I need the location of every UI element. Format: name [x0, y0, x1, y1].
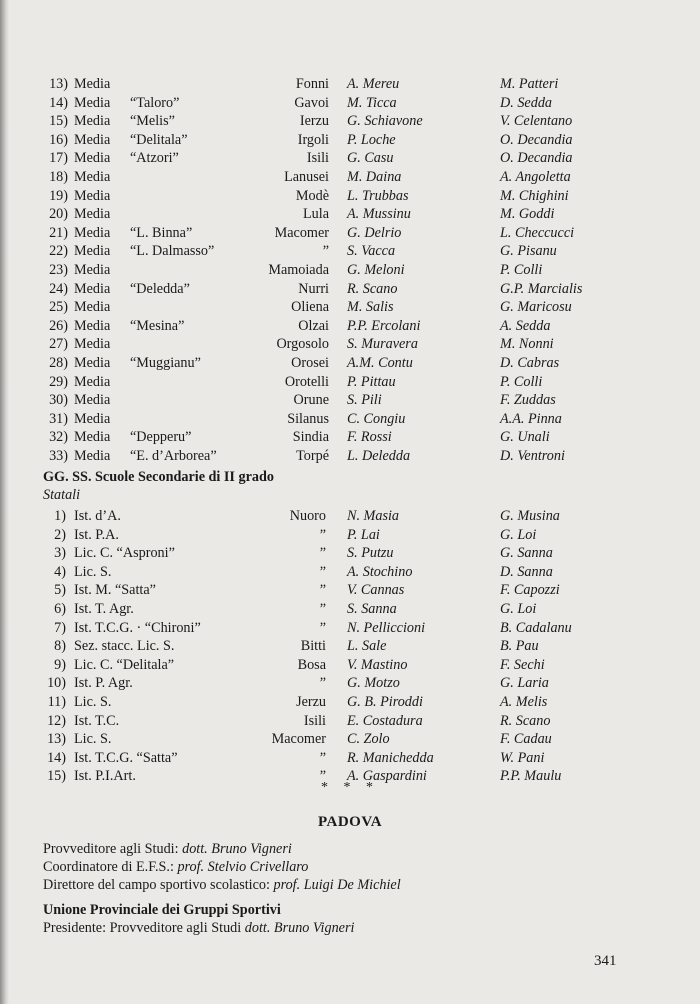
- official-person: prof. Luigi De Michiel: [273, 877, 401, 893]
- president-line: [43, 919, 354, 937]
- president-name: G. Unali: [500, 429, 550, 446]
- row-number: 8): [54, 638, 66, 655]
- row-number: 21): [49, 224, 68, 241]
- row-number: 20): [49, 206, 68, 223]
- media-school-row: [0, 205, 700, 223]
- secondary-school-row: [0, 563, 700, 581]
- secondary-school-row: [0, 693, 700, 711]
- media-school-row: [0, 447, 700, 465]
- town: ”: [319, 749, 326, 766]
- secondary-school-row: [0, 749, 700, 767]
- official-role: Coordinatore di E.F.S.:: [43, 859, 178, 875]
- president-name: G. Laria: [500, 675, 549, 692]
- president-name: P.P. Maulu: [500, 768, 562, 785]
- president-name: M. Nonni: [500, 336, 554, 353]
- official-line: [43, 840, 292, 858]
- town: Isili: [303, 712, 326, 729]
- teacher-name: S. Sanna: [347, 601, 397, 617]
- teacher-name: S. Vacca: [347, 243, 396, 260]
- school-name: Lic. C. “Delitala”: [74, 656, 175, 673]
- row-number: 18): [49, 169, 68, 185]
- school-name: Ist. P. Agr.: [74, 675, 133, 692]
- town: Jerzu: [296, 694, 326, 710]
- secondary-school-row: [0, 656, 700, 674]
- row-number: 5): [54, 582, 66, 599]
- president-name: A.A. Pinna: [500, 410, 562, 427]
- president-name: G. Maricosu: [500, 299, 572, 316]
- town: Mamoiada: [268, 262, 329, 278]
- town: ”: [319, 582, 326, 599]
- school-type: Media: [74, 317, 111, 334]
- teacher-name: G. B. Piroddi: [347, 694, 423, 710]
- row-number: 29): [49, 373, 68, 390]
- school-name: “E. d’Arborea”: [130, 448, 217, 464]
- media-school-row: [0, 149, 700, 167]
- teacher-name: G. Schiavone: [347, 113, 423, 130]
- official-person: prof. Stelvio Crivellaro: [177, 859, 309, 875]
- official-line: [43, 858, 308, 876]
- media-school-row: [0, 261, 700, 279]
- row-number: 2): [54, 526, 66, 543]
- teacher-name: M. Salis: [347, 299, 394, 316]
- president-name: P. Colli: [500, 373, 543, 390]
- school-name: Lic. C. “Asproni”: [74, 545, 175, 562]
- school-type: Media: [74, 187, 111, 204]
- row-number: 15): [49, 113, 68, 130]
- town: ”: [319, 768, 326, 785]
- school-type: Media: [74, 206, 111, 223]
- president-name: A. Sedda: [500, 317, 551, 334]
- president-name: A. Angoletta: [500, 169, 571, 185]
- teacher-name: G. Meloni: [347, 262, 405, 278]
- media-school-row: [0, 428, 700, 446]
- school-type: Media: [74, 262, 111, 278]
- president-name: B. Cadalanu: [500, 619, 572, 636]
- teacher-name: V. Cannas: [347, 582, 405, 599]
- row-number: 27): [49, 336, 68, 353]
- row-number: 9): [54, 656, 66, 673]
- official-line: [43, 876, 401, 894]
- school-name: “L. Binna”: [130, 224, 193, 241]
- teacher-name: E. Costadura: [347, 712, 423, 729]
- school-type: Media: [74, 392, 111, 409]
- secondary-school-row: [0, 637, 700, 655]
- school-type: Media: [74, 150, 111, 167]
- town: Oliena: [291, 299, 329, 316]
- teacher-name: N. Pelliccioni: [347, 619, 426, 636]
- teacher-name: M. Daina: [347, 169, 402, 185]
- president-name: F. Capozzi: [500, 582, 560, 599]
- row-number: 19): [49, 187, 68, 204]
- town: Orgosolo: [276, 336, 329, 353]
- teacher-name: S. Muravera: [347, 336, 418, 353]
- town: Torpé: [296, 448, 329, 464]
- town: Silanus: [287, 410, 329, 427]
- president-name: O. Decandia: [500, 150, 573, 167]
- teacher-name: A. Gaspardini: [347, 768, 427, 785]
- row-number: 16): [49, 131, 68, 148]
- town: Modè: [295, 187, 329, 204]
- president-name: G.P. Marcialis: [500, 280, 583, 297]
- school-type: Media: [74, 448, 111, 464]
- teacher-name: A.M. Contu: [347, 355, 413, 371]
- media-school-row: [0, 94, 700, 112]
- row-number: 7): [54, 619, 66, 636]
- teacher-name: S. Putzu: [347, 545, 394, 562]
- president-name: M. Chighini: [500, 187, 569, 204]
- row-number: 13): [47, 731, 66, 748]
- media-school-row: [0, 224, 700, 242]
- media-school-row: [0, 373, 700, 391]
- teacher-name: G. Motzo: [347, 675, 400, 692]
- secondary-school-row: [0, 730, 700, 748]
- president-name: W. Pani: [500, 749, 545, 766]
- school-name: Ist. T.C.G. · “Chironi”: [74, 619, 201, 636]
- teacher-name: C. Zolo: [347, 731, 390, 748]
- row-number: 13): [49, 76, 68, 92]
- town: Bosa: [297, 656, 326, 673]
- town: Macomer: [271, 731, 326, 748]
- row-number: 12): [47, 712, 66, 729]
- school-type: Media: [74, 429, 111, 446]
- president-role: Presidente: Provveditore agli Studi: [43, 920, 245, 936]
- president-name: D. Sanna: [500, 563, 553, 580]
- president-name: D. Sedda: [500, 94, 553, 111]
- president-name: D. Ventroni: [500, 448, 565, 464]
- school-type: Media: [74, 94, 111, 111]
- teacher-name: V. Mastino: [347, 656, 408, 673]
- town: Macomer: [274, 224, 329, 241]
- town: ”: [319, 526, 326, 543]
- school-name: “L. Dalmasso”: [130, 243, 215, 260]
- secondary-school-row: [0, 544, 700, 562]
- school-name: Lic. S.: [74, 731, 112, 748]
- president-name: O. Decandia: [500, 131, 573, 148]
- row-number: 22): [49, 243, 68, 260]
- president-person: dott. Bruno Vigneri: [244, 920, 355, 936]
- town: Orosei: [291, 355, 329, 371]
- row-number: 3): [54, 545, 66, 562]
- secondary-school-row: [0, 619, 700, 637]
- media-school-row: [0, 391, 700, 409]
- school-type: Media: [74, 373, 111, 390]
- town: Lula: [303, 206, 329, 223]
- president-name: D. Cabras: [500, 355, 560, 371]
- town: Olzai: [298, 317, 329, 334]
- row-number: 31): [49, 410, 68, 427]
- president-name: L. Checcucci: [500, 224, 575, 241]
- row-number: 23): [49, 262, 68, 278]
- media-school-row: [0, 131, 700, 149]
- school-name: Lic. S.: [74, 563, 112, 580]
- page-number: 341: [594, 953, 617, 969]
- teacher-name: G. Delrio: [347, 224, 402, 241]
- school-type: Media: [74, 410, 111, 427]
- school-name: “Muggianu”: [130, 355, 201, 371]
- town: Irgoli: [297, 131, 329, 148]
- teacher-name: N. Masia: [347, 508, 400, 524]
- school-name: Ist. d’A.: [74, 508, 121, 524]
- teacher-name: A. Stochino: [347, 563, 413, 580]
- teacher-name: M. Ticca: [347, 94, 397, 111]
- media-school-row: [0, 410, 700, 428]
- president-name: F. Cadau: [500, 731, 552, 748]
- media-school-row: [0, 75, 700, 93]
- town: ”: [319, 563, 326, 580]
- town: ”: [319, 675, 326, 692]
- media-school-row: [0, 280, 700, 298]
- school-type: Media: [74, 169, 111, 185]
- town: Lanusei: [284, 169, 329, 185]
- row-number: 6): [54, 601, 66, 617]
- official-role: Direttore del campo sportivo scolastico:: [43, 877, 274, 893]
- teacher-name: G. Casu: [347, 150, 394, 167]
- president-name: P. Colli: [500, 262, 543, 278]
- teacher-name: A. Mussinu: [347, 206, 411, 223]
- official-role: Provveditore agli Studi:: [43, 841, 183, 857]
- school-type: Media: [74, 113, 111, 130]
- official-person: dott. Bruno Vigneri: [182, 841, 292, 857]
- union-heading: Unione Provinciale dei Gruppi Sportivi: [43, 902, 281, 918]
- town: Fonni: [295, 76, 329, 92]
- school-type: Media: [74, 224, 111, 241]
- secondary-school-row: [0, 712, 700, 730]
- president-name: F. Zuddas: [500, 392, 556, 409]
- section-subheading: Statali: [43, 487, 81, 503]
- town: ”: [319, 601, 326, 617]
- row-number: 33): [49, 448, 68, 464]
- school-name: Ist. P.I.Art.: [74, 768, 136, 785]
- teacher-name: L. Deledda: [347, 448, 411, 464]
- teacher-name: L. Sale: [347, 638, 387, 655]
- secondary-school-row: [0, 674, 700, 692]
- town: Isili: [306, 150, 329, 167]
- school-name: Ist. P.A.: [74, 526, 119, 543]
- president-name: F. Sechi: [500, 656, 545, 673]
- school-name: “Taloro”: [130, 94, 180, 111]
- teacher-name: S. Pili: [347, 392, 382, 409]
- school-type: Media: [74, 243, 111, 260]
- school-type: Media: [74, 355, 111, 371]
- row-number: 14): [47, 749, 66, 766]
- school-name: Ist. M. “Satta”: [74, 582, 156, 599]
- teacher-name: F. Rossi: [347, 429, 392, 446]
- secondary-school-row: [0, 526, 700, 544]
- school-name: “Melis”: [130, 113, 175, 130]
- town: Orotelli: [284, 373, 329, 390]
- school-name: Sez. stacc. Lic. S.: [74, 638, 175, 655]
- school-name: “Deledda”: [130, 280, 190, 297]
- secondary-school-row: [0, 507, 700, 525]
- media-school-row: [0, 335, 700, 353]
- secondary-school-row: [0, 581, 700, 599]
- section-heading: GG. SS. Scuole Secondarie di II grado: [43, 469, 274, 485]
- media-school-row: [0, 317, 700, 335]
- media-school-row: [0, 112, 700, 130]
- town: ”: [319, 619, 326, 636]
- town: Nurri: [298, 280, 329, 297]
- city-heading: PADOVA: [317, 814, 383, 830]
- row-number: 17): [49, 150, 68, 167]
- teacher-name: L. Trubbas: [347, 187, 409, 204]
- row-number: 25): [49, 299, 68, 316]
- row-number: 11): [47, 694, 66, 710]
- media-school-row: [0, 354, 700, 372]
- teacher-name: P.P. Ercolani: [347, 317, 421, 334]
- town: Ierzu: [299, 113, 329, 130]
- school-type: Media: [74, 280, 111, 297]
- teacher-name: R. Manichedda: [347, 749, 434, 766]
- teacher-name: P. Pittau: [347, 373, 396, 390]
- town: ”: [322, 243, 329, 260]
- school-name: “Delitala”: [130, 131, 188, 148]
- town: Sindia: [292, 429, 329, 446]
- secondary-school-row: [0, 600, 700, 618]
- media-school-row: [0, 168, 700, 186]
- school-name: Ist. T.C.: [74, 712, 120, 729]
- president-name: G. Loi: [500, 601, 537, 617]
- teacher-name: C. Congiu: [347, 410, 406, 427]
- president-name: V. Celentano: [500, 113, 573, 130]
- row-number: 32): [49, 429, 68, 446]
- president-name: B. Pau: [500, 638, 539, 655]
- school-type: Media: [74, 131, 111, 148]
- row-number: 14): [49, 94, 68, 111]
- town: Nuoro: [289, 508, 326, 524]
- town: Orune: [293, 392, 329, 409]
- row-number: 4): [54, 563, 66, 580]
- president-name: M. Goddi: [500, 206, 555, 223]
- school-name: Ist. T.C.G. “Satta”: [74, 749, 178, 766]
- row-number: 28): [49, 355, 68, 371]
- media-school-row: [0, 298, 700, 316]
- town: ”: [319, 545, 326, 562]
- school-name: “Atzori”: [130, 150, 179, 167]
- school-name: “Depperu”: [130, 429, 192, 446]
- president-name: A. Melis: [500, 694, 548, 710]
- media-school-row: [0, 187, 700, 205]
- town: Bitti: [300, 638, 326, 655]
- teacher-name: P. Loche: [347, 131, 396, 148]
- president-name: G. Pisanu: [500, 243, 557, 260]
- teacher-name: A. Mereu: [347, 76, 400, 92]
- school-type: Media: [74, 336, 111, 353]
- school-type: Media: [74, 299, 111, 316]
- teacher-name: R. Scano: [347, 280, 398, 297]
- row-number: 30): [49, 392, 68, 409]
- president-name: G. Sanna: [500, 545, 553, 562]
- row-number: 1): [54, 508, 66, 524]
- row-number: 10): [47, 675, 66, 692]
- school-name: “Mesina”: [130, 317, 185, 334]
- president-name: G. Musina: [500, 508, 560, 524]
- school-type: Media: [74, 76, 111, 92]
- president-name: R. Scano: [500, 712, 551, 729]
- separator: * * *: [321, 780, 379, 795]
- school-name: Ist. T. Agr.: [74, 601, 134, 617]
- row-number: 15): [47, 768, 66, 785]
- teacher-name: P. Lai: [347, 526, 380, 543]
- president-name: M. Patteri: [500, 76, 559, 92]
- row-number: 26): [49, 317, 68, 334]
- media-school-row: [0, 242, 700, 260]
- row-number: 24): [49, 280, 68, 297]
- school-name: Lic. S.: [74, 694, 112, 710]
- president-name: G. Loi: [500, 526, 537, 543]
- town: Gavoi: [294, 94, 329, 111]
